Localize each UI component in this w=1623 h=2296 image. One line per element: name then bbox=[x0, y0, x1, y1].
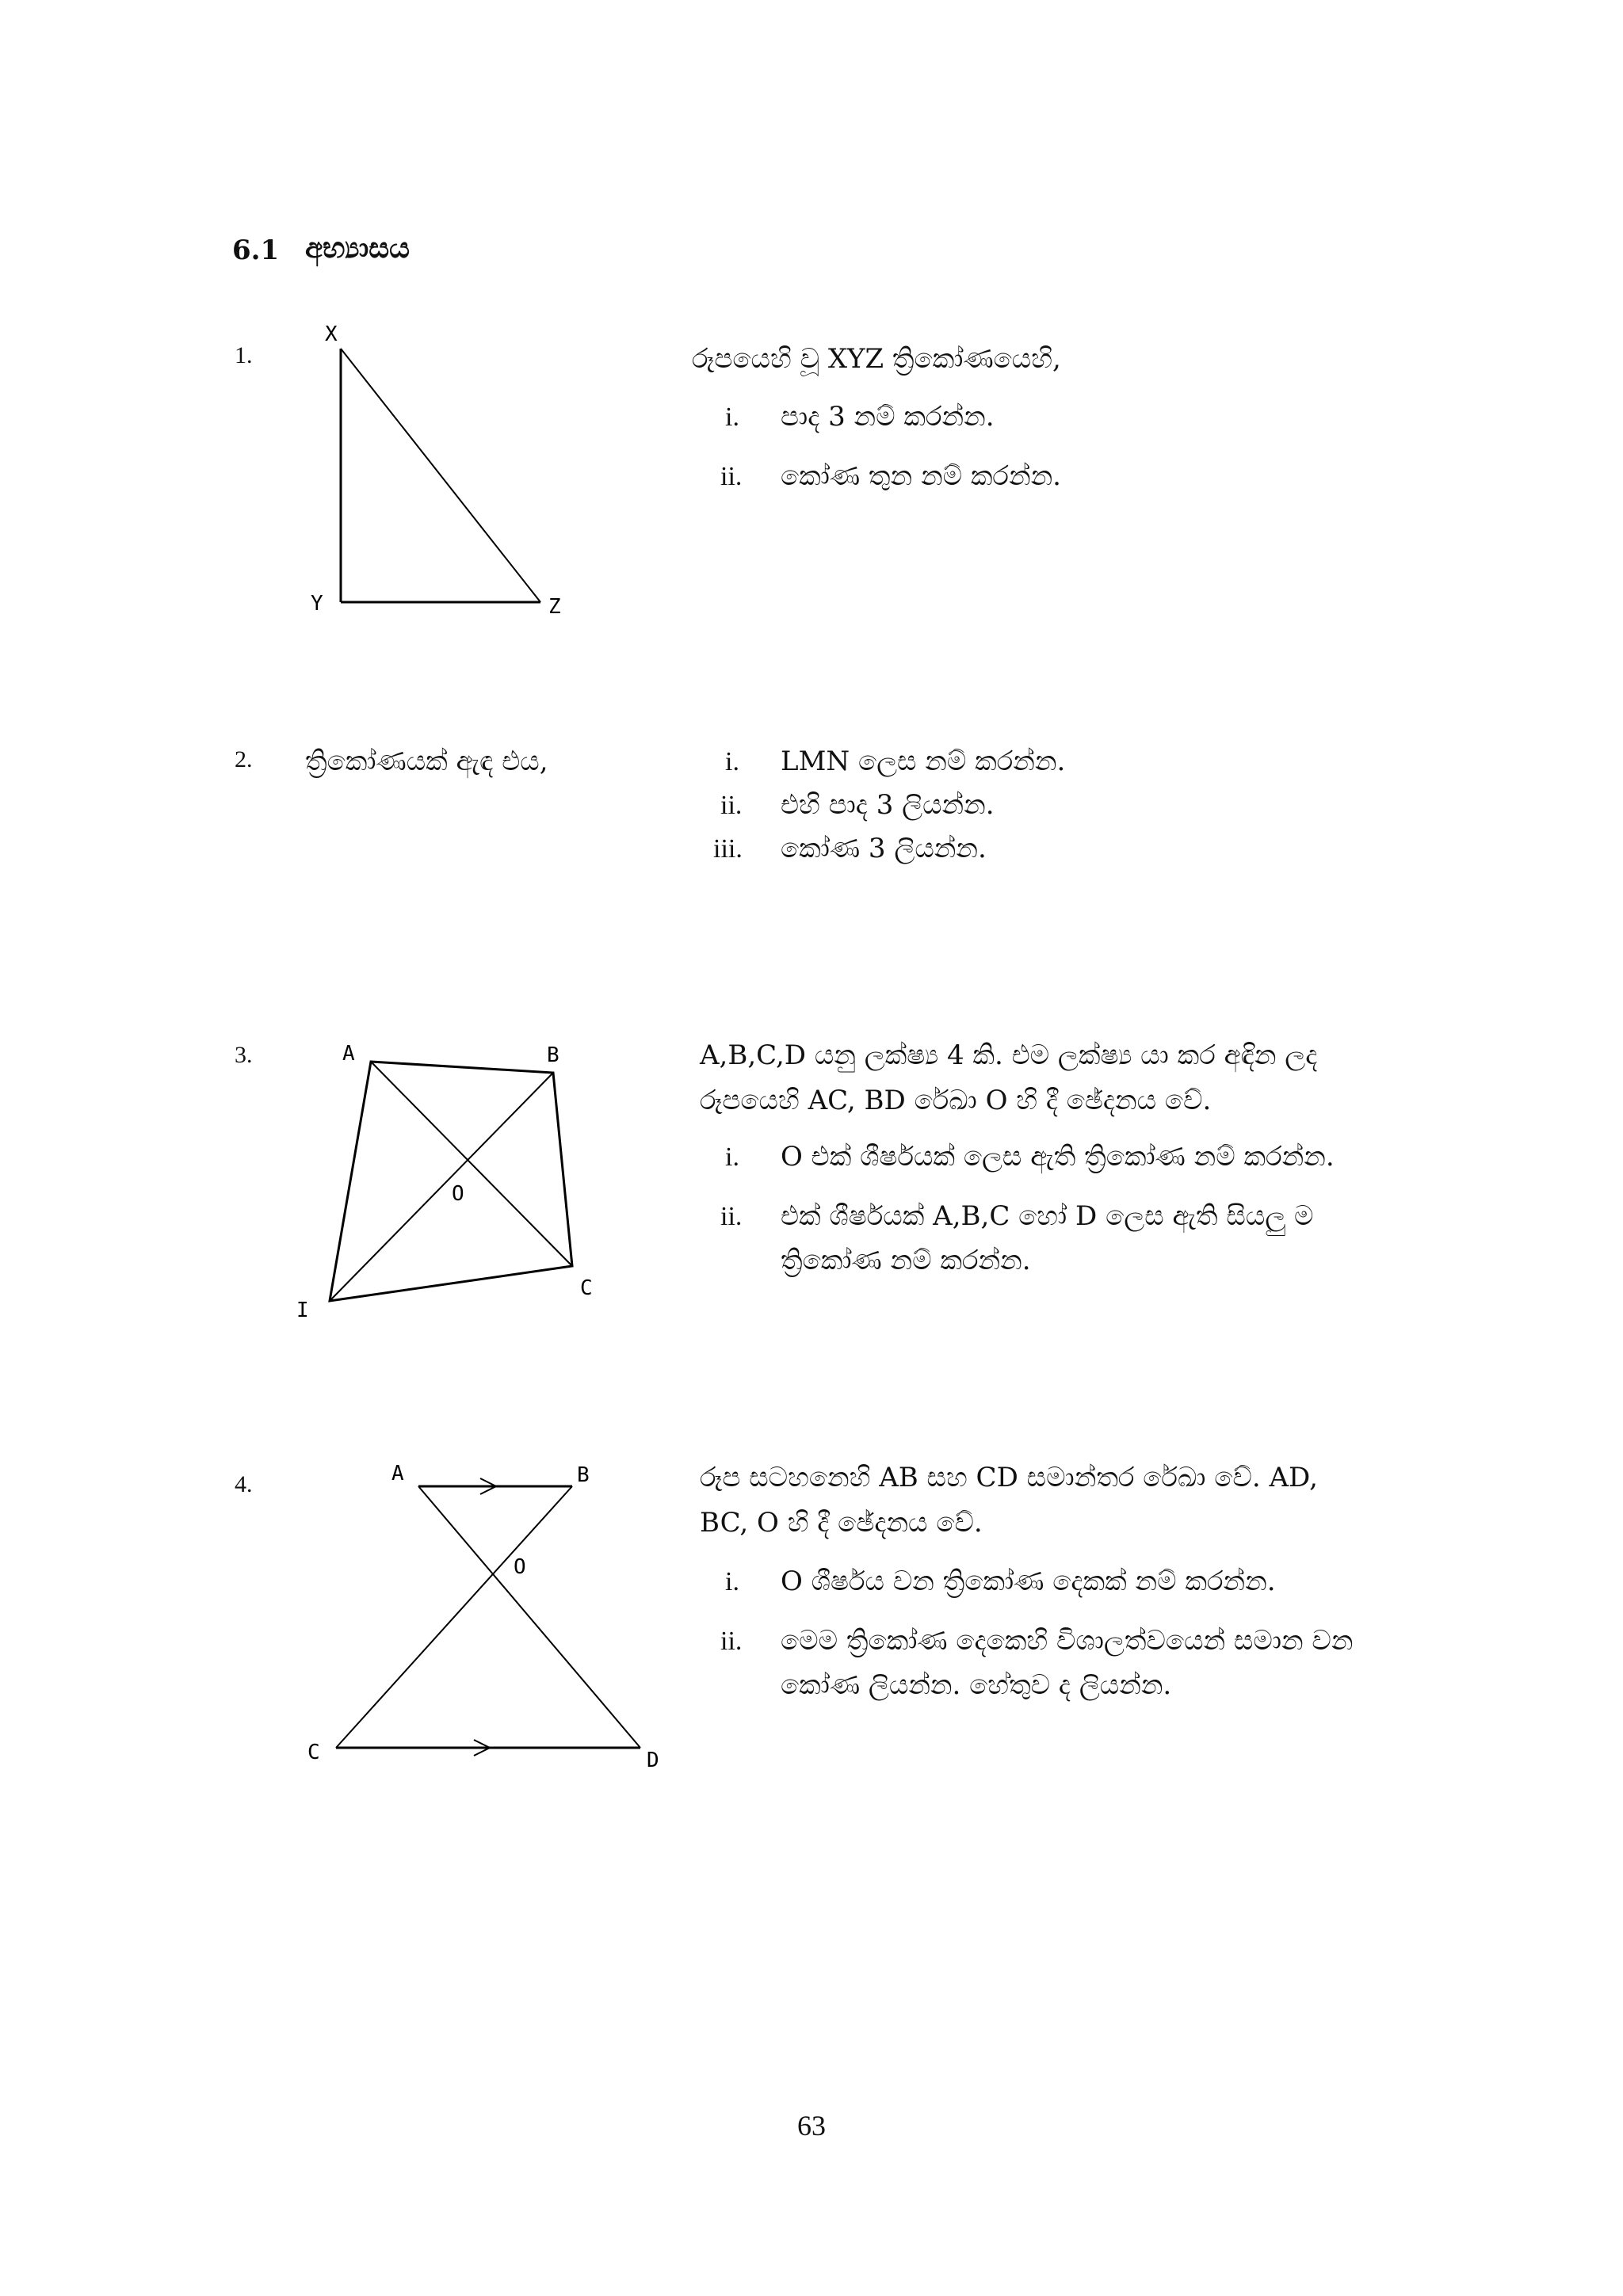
question-1-number: 1. bbox=[235, 342, 253, 368]
vertex-d-label: I bbox=[296, 1299, 309, 1322]
parallel-lines-figure bbox=[301, 1450, 682, 1783]
part-text: මෙම ත්‍රිකෝණ දෙකෙහි විශාලත්වයෙන් සමාන වන bbox=[781, 1625, 1354, 1657]
part-text: O ශීර්ෂය වන ත්‍රිකෝණ දෙකක් නම් කරන්න. bbox=[781, 1566, 1276, 1597]
vertex-b-label: B bbox=[577, 1463, 590, 1487]
part-text: කෝණ තුන නම් කරන්න. bbox=[781, 460, 1061, 492]
question-4-part-i bbox=[725, 1558, 1276, 1605]
vertex-c-label: C bbox=[580, 1276, 593, 1300]
vertex-x-label: X bbox=[325, 322, 338, 346]
vertex-d-label: D bbox=[647, 1749, 659, 1772]
question-4-stem-line-1: රූප සටහනෙහි AB සහ CD සමාන්තර රේඛා වේ. AD, bbox=[700, 1462, 1318, 1493]
question-2-stem: ත්‍රිකෝණයක් ඇඳ එය, bbox=[305, 746, 548, 777]
question-3-stem-line-1: A,B,C,D යනු ලක්ෂ්‍ය 4 කි. එම ලක්ෂ්‍ය යා කර අඳින ලද bbox=[700, 1039, 1318, 1071]
part-label: iii. bbox=[713, 834, 743, 864]
question-3-number: 3. bbox=[235, 1042, 253, 1068]
triangle-xyz-figure bbox=[301, 317, 586, 634]
question-4-stem-line-2: BC, O හි දී ඡේදනය වේ. bbox=[700, 1507, 983, 1539]
question-1-part-ii bbox=[720, 453, 1061, 500]
part-label: i. bbox=[725, 1142, 739, 1172]
question-3-stem-line-2: රූපයෙහි AC, BD රේඛා O හි දී ඡේදනය වේ. bbox=[700, 1085, 1212, 1116]
question-3-part-ii-continued: ත්‍රිකෝණ නම් කරන්න. bbox=[781, 1245, 1031, 1276]
section-title: අභ්‍යාසය bbox=[305, 231, 411, 265]
vertex-b-label: B bbox=[547, 1043, 559, 1067]
part-text: පාද 3 නම් කරන්න. bbox=[781, 401, 995, 433]
question-4-part-ii-continued: කෝණ ලියන්න. හේතුව ද ලියන්න. bbox=[781, 1669, 1172, 1701]
part-label: i. bbox=[725, 1567, 739, 1596]
part-text: එහි පාද 3 ලියන්න. bbox=[781, 789, 995, 821]
question-4-part-ii bbox=[720, 1618, 1353, 1665]
part-text: O එක් ශීර්ෂයක් ලෙස ඇති ත්‍රිකෝණ නම් කරන්න. bbox=[781, 1141, 1335, 1173]
question-2-part-iii bbox=[713, 826, 987, 872]
vertex-a-label: A bbox=[391, 1462, 404, 1486]
vertex-c-label: C bbox=[307, 1741, 320, 1764]
question-2-number: 2. bbox=[235, 746, 253, 772]
part-label: ii. bbox=[720, 1627, 743, 1656]
part-text: එක් ශීර්ෂයක් A,B,C හෝ D ලෙස ඇති සියලු ම bbox=[781, 1200, 1314, 1232]
vertex-y-label: Y bbox=[311, 592, 323, 616]
part-text: LMN ලෙස නම් කරන්න. bbox=[781, 746, 1066, 777]
section-number: 6.1 bbox=[232, 235, 280, 266]
intersection-o-label: O bbox=[514, 1555, 526, 1579]
question-2-part-i bbox=[725, 738, 1065, 785]
part-label: ii. bbox=[720, 462, 743, 491]
part-text: කෝණ 3 ලියන්න. bbox=[781, 833, 987, 864]
part-label: i. bbox=[725, 747, 739, 776]
vertex-z-label: Z bbox=[548, 595, 561, 619]
question-3-part-ii bbox=[720, 1193, 1313, 1240]
part-label: ii. bbox=[720, 1202, 743, 1231]
intersection-o-label: O bbox=[452, 1182, 464, 1206]
question-2-part-ii bbox=[720, 782, 995, 829]
question-1-stem: රූපයෙහි වූ XYZ ත්‍රිකෝණයෙහි, bbox=[692, 343, 1061, 375]
vertex-a-label: A bbox=[342, 1042, 355, 1066]
question-1-part-i bbox=[725, 394, 995, 441]
page-number: 63 bbox=[797, 2110, 826, 2142]
part-label: i. bbox=[725, 402, 739, 432]
part-label: ii. bbox=[720, 791, 743, 820]
quadrilateral-abcd-figure bbox=[285, 1030, 618, 1331]
question-3-part-i bbox=[725, 1134, 1335, 1180]
question-4-number: 4. bbox=[235, 1471, 253, 1497]
